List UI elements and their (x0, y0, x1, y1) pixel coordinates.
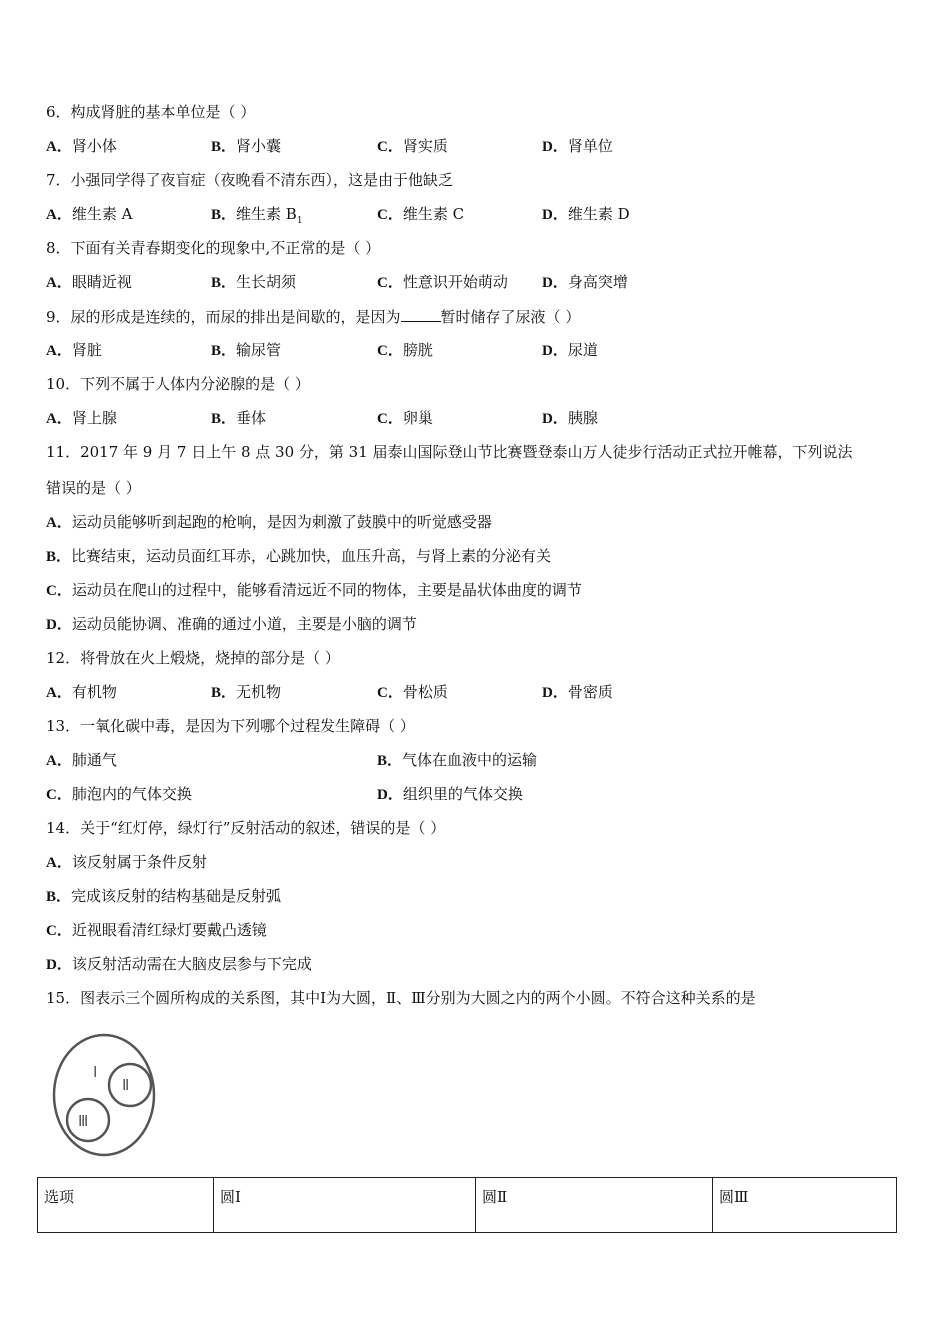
label-iii: Ⅲ (78, 1114, 89, 1130)
circle-ii (109, 1064, 151, 1106)
q9-option-c: C．膀胱 (377, 341, 433, 359)
q11-option-b: B．比赛结束，运动员面红耳赤，心跳加快，血压升高，与肾上素的分泌有关 (46, 547, 552, 565)
circle-i (54, 1035, 154, 1155)
q7-option-c: C．维生素 C (377, 205, 465, 223)
q7-option-d: D．维生素 D (542, 205, 630, 223)
q8-stem: 8．下面有关青春期变化的现象中,不正常的是（ ） (46, 239, 381, 257)
three-circle-diagram (50, 1030, 160, 1160)
q7-option-a: A．维生素 A (46, 205, 133, 223)
q12-option-c: C．骨松质 (377, 683, 448, 701)
q14-option-a: A．该反射属于条件反射 (46, 853, 207, 871)
q10-option-a: A．肾上腺 (46, 409, 117, 427)
table-header-circle-ii: 圆Ⅱ (476, 1178, 713, 1233)
table-header-row (38, 1178, 897, 1233)
q9-option-d: D．尿道 (542, 341, 598, 359)
table-header-option: 选项 (38, 1178, 214, 1233)
q13-option-c: C．肺泡内的气体交换 (46, 785, 192, 803)
label-i: Ⅰ (93, 1065, 98, 1081)
q9-stem: 9．尿的形成是连续的，而尿的排出是间歇的，是因为 暂时储存了尿液（ ） (46, 308, 581, 326)
table-header-circle-i: 圆Ⅰ (214, 1178, 476, 1233)
q10-stem: 10．下列不属于人体内分泌腺的是（ ） (46, 375, 310, 393)
q14-stem: 14．关于“红灯停，绿灯行”反射活动的叙述，错误的是（ ） (46, 819, 446, 837)
q12-stem: 12．将骨放在火上煅烧，烧掉的部分是（ ） (46, 649, 340, 667)
q11-option-c: C．运动员在爬山的过程中，能够看清远近不同的物体，主要是晶状体曲度的调节 (46, 581, 582, 599)
q11-stem-line-1: 11．2017 年 9 月 7 日上午 8 点 30 分，第 31 届泰山国际登山节比赛暨登泰山万人徒步行活动正式拉开帷幕，下列说法 (46, 443, 853, 461)
q6-option-a: A．肾小体 (46, 137, 117, 155)
q13-option-d: D．组织里的气体交换 (377, 785, 523, 803)
q12-option-d: D．骨密质 (542, 683, 613, 701)
q14-option-c: C．近视眼看清红绿灯要戴凸透镜 (46, 921, 267, 939)
q10-option-b: B．垂体 (211, 409, 267, 427)
q13-stem: 13．一氧化碳中毒，是因为下列哪个过程发生障碍（ ） (46, 717, 415, 735)
q8-option-d: D．身高突增 (542, 273, 628, 291)
q15-stem: 15．图表示三个圆所构成的关系图，其中Ⅰ为大圆，Ⅱ、Ⅲ分别为大圆之内的两个小圆。不符合这种关系的是 (46, 989, 756, 1007)
q9-option-b: B．输尿管 (211, 341, 282, 359)
q13-option-b: B．气体在血液中的运输 (377, 751, 538, 769)
q6-option-d: D．肾单位 (542, 137, 613, 155)
q11-option-a: A．运动员能够听到起跑的枪响，是因为刺激了鼓膜中的听觉感受器 (46, 513, 492, 531)
q11-option-d: D．运动员能协调、准确的通过小道，主要是小脑的调节 (46, 615, 417, 633)
table-header-circle-iii: 圆Ⅲ (713, 1178, 897, 1233)
q10-option-d: D．胰腺 (542, 409, 598, 427)
q12-option-a: A．有机物 (46, 683, 117, 701)
q8-option-b: B．生长胡须 (211, 273, 297, 291)
q13-option-a: A．肺通气 (46, 751, 117, 769)
q8-option-c: C．性意识开始萌动 (377, 273, 508, 291)
q14-option-d: D．该反射活动需在大脑皮层参与下完成 (46, 955, 312, 973)
q6-option-c: C．肾实质 (377, 137, 448, 155)
q7-option-b: B．维生素 $B_1$ (211, 205, 303, 226)
q10-option-c: C．卵巢 (377, 409, 433, 427)
q6-option-b: B．肾小囊 (211, 137, 282, 155)
answer-blank (401, 306, 441, 322)
q6-stem: 6．构成肾脏的基本单位是（ ） (46, 103, 256, 121)
q12-option-b: B．无机物 (211, 683, 282, 701)
q11-stem-line-2: 错误的是（ ） (46, 479, 141, 497)
options-table (37, 1177, 897, 1233)
q9-option-a: A．肾脏 (46, 341, 102, 359)
q14-option-b: B．完成该反射的结构基础是反射弧 (46, 887, 282, 905)
q7-stem: 7．小强同学得了夜盲症（夜晚看不清东西），这是由于他缺乏 (46, 171, 454, 189)
q8-option-a: A．眼睛近视 (46, 273, 132, 291)
label-ii: Ⅱ (122, 1078, 130, 1094)
